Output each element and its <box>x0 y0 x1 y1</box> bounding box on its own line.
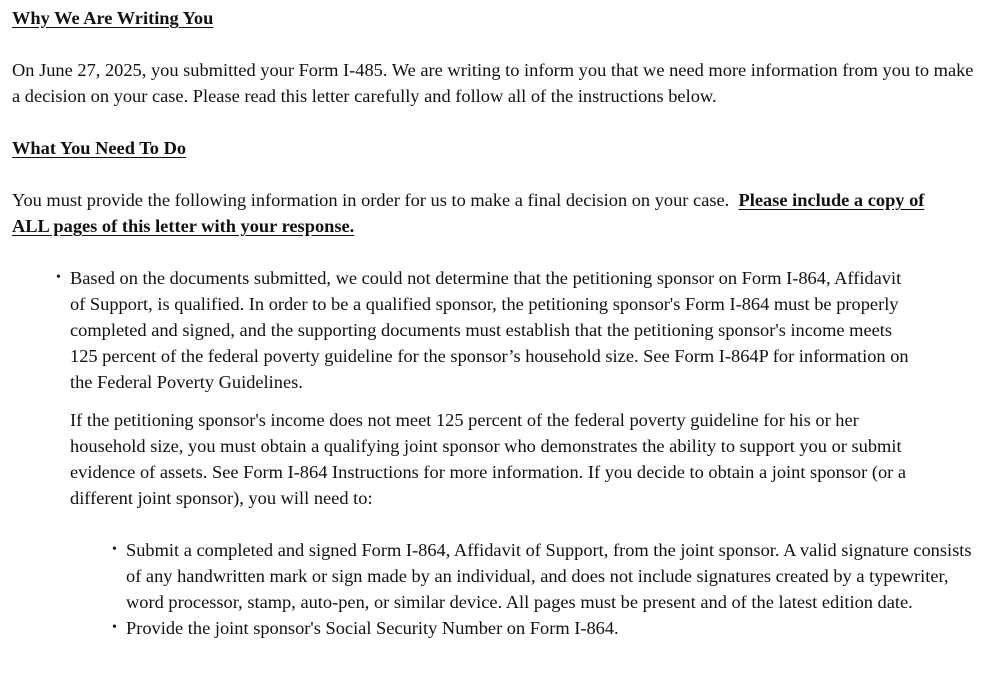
section-heading-what-to-do: What You Need To Do <box>12 138 187 158</box>
bullet-icon: • <box>112 542 117 557</box>
include-letter-notice: Please include a copy of ALL pages of this letter with your response. <box>12 190 925 236</box>
provide-ssn-text: Provide the joint sponsor's Social Security Number on Form I-864. <box>126 618 619 638</box>
intro-paragraph: On June 27, 2025, you submitted your Form I-485. We are writing to inform you that we need more information from you to make a decision on your case. Please read this letter carefully and follow all of the instructions below. <box>12 60 974 106</box>
letter-page <box>12 5 987 641</box>
instructions-paragraph <box>12 187 962 239</box>
bullet-icon: • <box>56 270 61 285</box>
bullet-icon: • <box>112 620 117 635</box>
joint-sponsor-requirements-list <box>12 537 987 641</box>
list-item <box>12 265 920 395</box>
joint-sponsor-paragraph: If the petitioning sponsor's income does not meet 125 percent of the federal poverty guideline for his or her household size, you must obtain a qualifying joint sponsor who demonstrates the ability to support you or submit evidence of assets. See Form I-864 Instructions for more information. If you decide to obtain a joint sponsor (or a different joint sponsor), you will need to: <box>70 410 907 508</box>
requirements-list <box>12 265 987 395</box>
sponsor-qualification-text: Based on the documents submitted, we could not determine that the petitioning sponsor on Form I-864, Affidavit of Support, is qualified. In order to be a qualified sponsor, the petitioning sponsor's Form I-864 must be properly completed and signed, and the supporting documents must establish that the petitioning sponsor's income meets 125 percent of the federal poverty guideline for the sponsor’s household size. See Form I-864P for information on the Federal Poverty Guidelines. <box>70 268 909 392</box>
list-item <box>12 615 986 641</box>
list-item <box>12 537 986 615</box>
submit-i864-text: Submit a completed and signed Form I-864, Affidavit of Support, from the joint sponsor. A valid signature consists of any handwritten mark or sign made by an individual, and does not include signatures created by a typewriter, word processor, stamp, auto-pen, or similar device. All pages must be present and of the latest edition date. <box>126 540 972 612</box>
section-heading-why: Why We Are Writing You <box>12 8 214 28</box>
instructions-text: You must provide the following information in order for us to make a final decision on your case. <box>12 190 730 210</box>
